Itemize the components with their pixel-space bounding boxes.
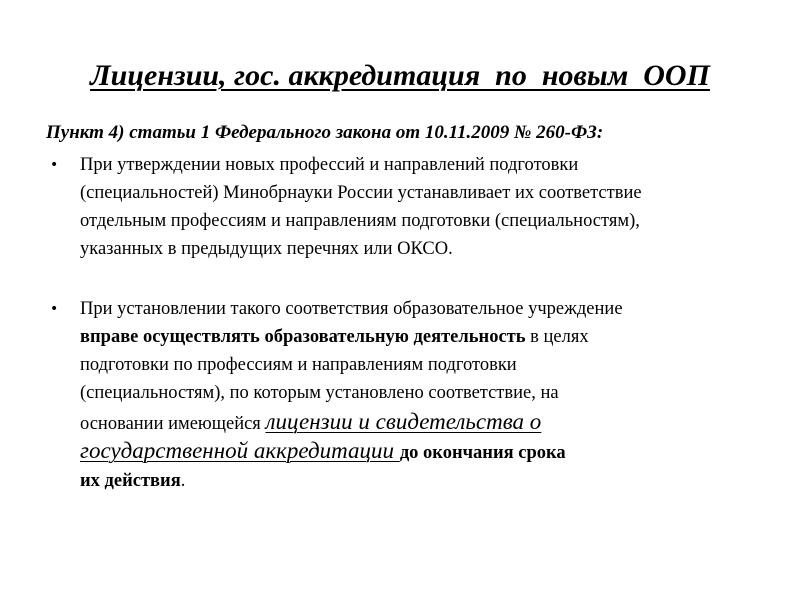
bullet-1-line-1: При утверждении новых профессий и направлений подготовки [80,155,579,175]
bullet-marker: • [50,301,59,317]
validity-text: их действия [80,471,181,491]
emphasis-text: вправе осуществлять образовательную деятельность [80,327,526,347]
bullet-2-line-1: При установлении такого соответствия образовательное учреждение [80,299,623,319]
bullet-2-line-2 [80,323,589,352]
bullet-2-line-5-plain: основании имеющейся [80,414,266,434]
accreditation-link-text: государственной аккредитации [80,438,400,463]
bullet-1-line-2: (специальностей) Минобрнауки России устанавливает их соответствие [80,183,642,203]
bullet-2-line-3: подготовки по профессиям и направлениям подготовки [80,355,517,375]
license-link-text: лицензии и свидетельства о [265,409,542,434]
bullet-1-line-3: отдельным профессиям и направлениям подготовки (специальностям), [80,211,640,231]
bullet-2-line-5 [80,407,541,439]
slide-title: Лицензии, гос. аккредитация по новым ООП [90,59,710,92]
slide-subtitle: Пункт 4) статьи 1 Федерального закона от 10.11.2009 № 260-ФЗ: [46,122,604,143]
bullet-2-line-6 [80,436,566,468]
bullet-1-line-4: указанных в предыдущих перечнях или ОКСО. [80,239,453,259]
bullet-2-line-7 [80,467,185,496]
period-text: . [180,471,186,491]
deadline-text: до окончания срока [399,443,566,463]
bullet-2-line-2-rest: в целях [525,327,589,347]
bullet-marker: • [50,157,59,173]
bullet-2-line-4: (специальностям), по которым установлено соответствие, на [80,383,559,403]
